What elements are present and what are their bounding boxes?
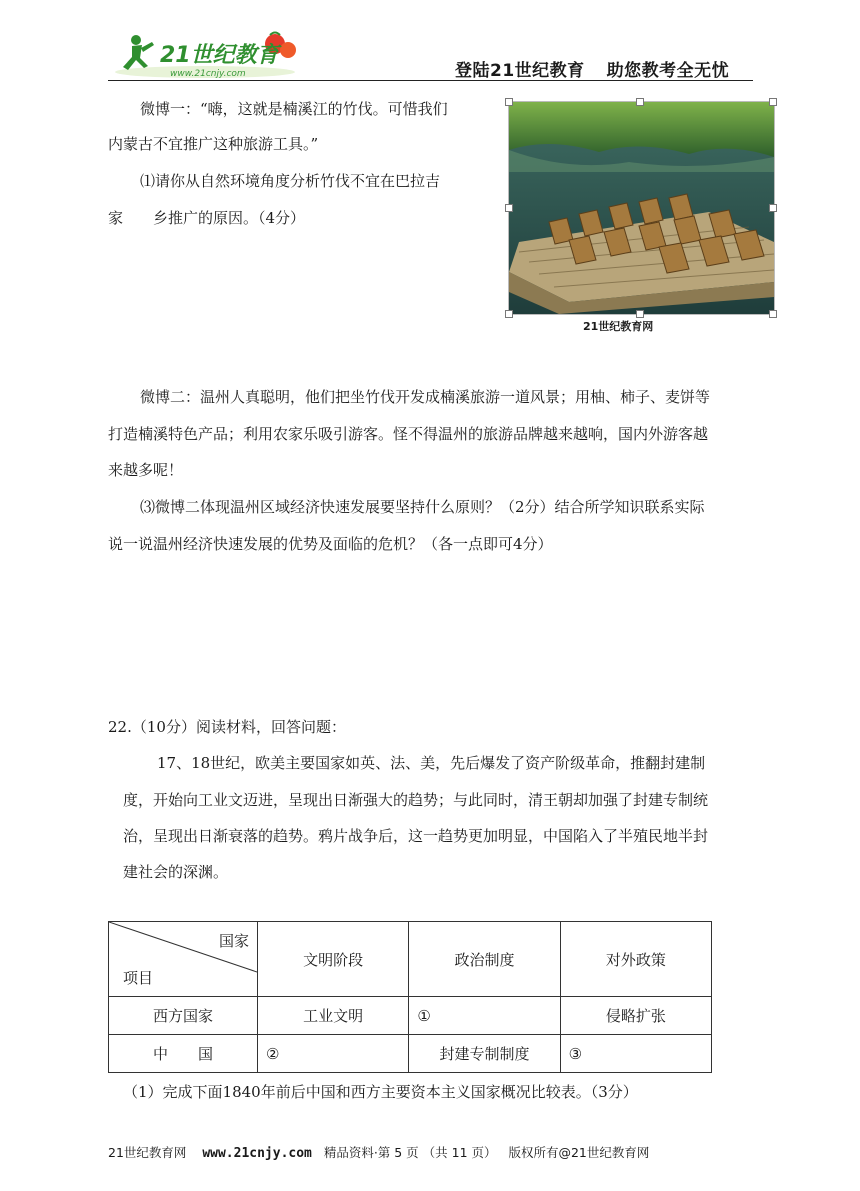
corner-cell (109, 922, 258, 997)
question1-line2: 家 乡推广的原因。（4分） (108, 209, 306, 227)
table-cell: 工业文明 (258, 997, 409, 1035)
table-row (109, 1035, 712, 1073)
weibo2-line1: 微博二：温州人真聪明，他们把坐竹伐开发成楠溪旅游一道风景；用柚、柿子、麦饼等 (140, 388, 711, 406)
row-label: 西方国家 (109, 997, 258, 1035)
resize-handle-bottom-left[interactable] (505, 310, 513, 318)
bamboo-raft-photo (508, 101, 775, 315)
site-logo (110, 30, 310, 82)
table-cell: 侵略扩张 (560, 997, 711, 1035)
resize-handle-top-right[interactable] (769, 98, 777, 106)
footer-url[interactable]: www.21cnjy.com (202, 1146, 312, 1161)
answer-blank-cell[interactable]: ② (258, 1035, 409, 1073)
table-cell: 封建专制制度 (409, 1035, 560, 1073)
question1-line1: ⑴请你从自然环境角度分析竹伐不宜在巴拉吉 (140, 172, 441, 190)
column-header: 对外政策 (560, 922, 711, 997)
logo-graphic (110, 30, 310, 82)
resize-handle-top-left[interactable] (505, 98, 513, 106)
resize-handle-right[interactable] (769, 204, 777, 212)
logo-url: www.21cnjy.com (170, 69, 246, 79)
weibo1-line2: 内蒙古不宜推广这种旅游工具。” (108, 135, 319, 153)
corner-top-label: 国家 (218, 932, 249, 950)
weibo1-line1: 微博一：“嗨，这就是楠溪江的竹伐。可惜我们 (140, 100, 448, 118)
answer-blank-cell[interactable]: ① (409, 997, 560, 1035)
slogan-right: 助您教考全无忧 (606, 61, 730, 81)
diagonal-header (109, 922, 257, 996)
slogan-left: 登陆21世纪教育 (455, 61, 585, 81)
table-row (109, 997, 712, 1035)
bamboo-raft-image (509, 102, 774, 314)
footer-page-info: 精品资料·第 5 页 （共 11 页） (323, 1145, 497, 1160)
question22-title: 22.（10分）阅读材料，回答问题： (108, 718, 346, 736)
question22-para-line4: 建社会的深渊。 (123, 863, 229, 881)
question22-sub1: （1）完成下面1840年前后中国和西方主要资本主义国家概况比较表。（3分） (123, 1083, 638, 1101)
question22-para-line2: 度，开始向工业文迈进，呈现出日渐强大的趋势；与此同时，清王朝却加强了封建专制统 (123, 791, 709, 809)
column-header: 文明阶段 (258, 922, 409, 997)
header-divider (108, 80, 753, 81)
weibo2-line2: 打造楠溪特色产品；利用农家乐吸引游客。怪不得温州的旅游品牌越来越响，国内外游客越 (108, 425, 709, 443)
footer-site: 21世纪教育网 (108, 1145, 187, 1160)
comparison-table (108, 921, 712, 1073)
row-label: 中 国 (109, 1035, 258, 1073)
header-slogan (455, 56, 729, 81)
footer-rights: 版权所有@21世纪教育网 (508, 1145, 650, 1160)
question22-para-line3: 治，呈现出日渐衰落的趋势。鸦片战争后，这一趋势更加明显，中国陷入了半殖民地半封 (123, 827, 709, 845)
logo-text: 21世纪教育 (160, 43, 279, 68)
question3-line1: ⑶微博二体现温州区域经济快速发展要坚持什么原则？（2分）结合所学知识联系实际 (140, 498, 705, 516)
photo-caption: 21世纪教育网 (583, 320, 654, 333)
resize-handle-left[interactable] (505, 204, 513, 212)
question22-para-line1: 17、18世纪，欧美主要国家如英、法、美，先后爆发了资产阶级革命，推翻封建制 (157, 754, 706, 772)
answer-blank-cell[interactable]: ③ (560, 1035, 711, 1073)
page-footer (108, 1143, 649, 1161)
column-header: 政治制度 (409, 922, 560, 997)
resize-handle-top[interactable] (636, 98, 644, 106)
table-header-row (109, 922, 712, 997)
corner-bottom-label: 项目 (123, 969, 154, 987)
resize-handle-bottom-right[interactable] (769, 310, 777, 318)
weibo2-line3: 来越多呢！ (108, 461, 184, 479)
question3-line2: 说一说温州经济快速发展的优势及面临的危机？（各一点即可4分） (108, 535, 553, 553)
resize-handle-bottom[interactable] (636, 310, 644, 318)
